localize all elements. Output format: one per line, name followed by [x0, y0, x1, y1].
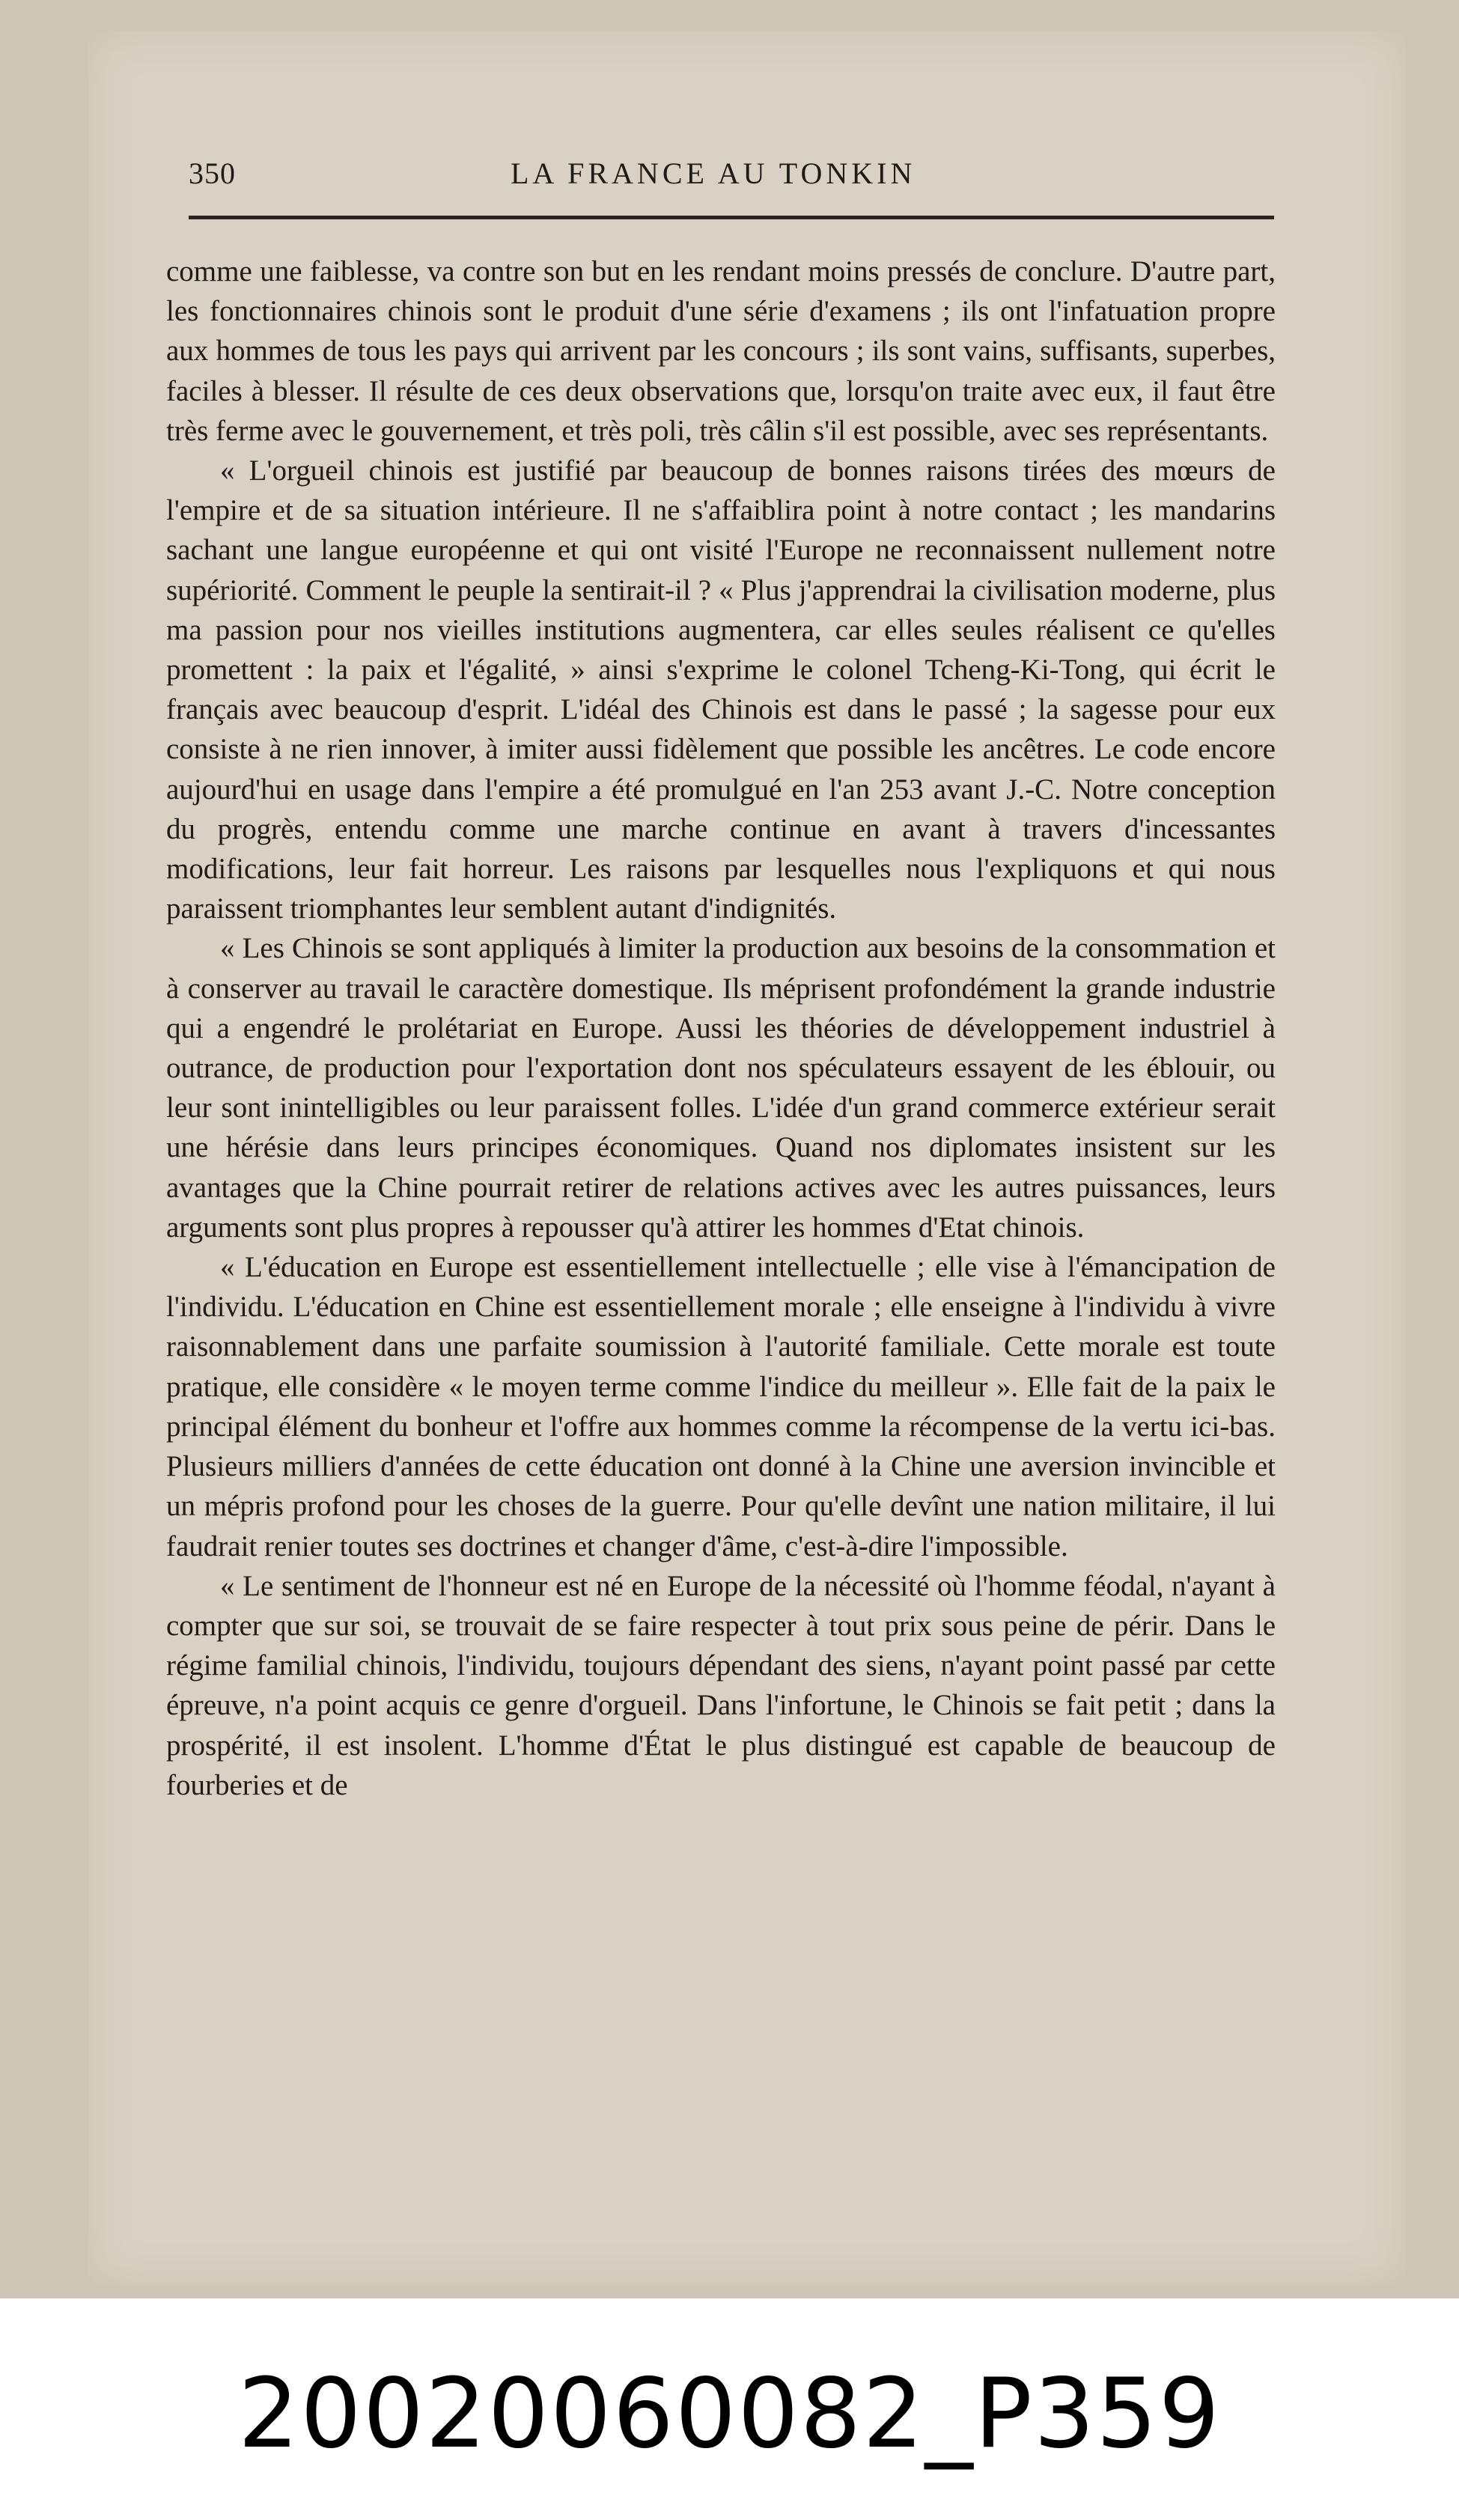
caption-bar: [0, 2298, 1459, 2520]
body-text: [166, 252, 1276, 2027]
paragraph-3: « Les Chinois se sont appliqués à limiter la production aux besoins de la consommation et à conserver au travail le caractère domestique. Ils méprisent profondément la grande industrie qui a engendré le prolétariat en Europe. Aussi les théories de développement industriel à outrance, de production pour l'exportation dont nos spéculateurs essayent de les éblouir, ou leur sont inintelligibles ou leur paraissent folles. L'idée d'un grand commerce extérieur serait une hérésie dans leurs principes économiques. Quand nos diplomates insistent sur les avantages que la Chine pourrait retirer de relations actives avec les autres puissances, leurs arguments sont plus propres à repousser qu'à attirer les hommes d'Etat chinois.: [166, 932, 1276, 1244]
running-title: LA FRANCE AU TONKIN: [511, 156, 916, 190]
page-header: [189, 156, 1274, 208]
paragraph-4: « L'éducation en Europe est essentiellement intellectuelle ; elle vise à l'émancipation de l'individu. L'éducation en Chine est essentiellement morale ; elle enseigne à l'individu à vivre raisonnablement dans une parfaite soumission à l'autorité familiale. Cette morale est toute pratique, elle considère « le moyen terme comme l'indice du meilleur ». Elle fait de la paix le principal élément du bonheur et l'offre aux hommes comme la récompense de la vertu ici-bas. Plusieurs milliers d'années de cette éducation ont donné à la Chine une aversion invincible et un mépris profond pour les choses de la guerre. Pour qu'elle devînt une nation militaire, il lui faudrait renier toutes ses doctrines et changer d'âme, c'est-à-dire l'impossible.: [166, 1251, 1276, 1562]
paragraph-2: « L'orgueil chinois est justifié par beaucoup de bonnes raisons tirées des mœurs de l'empire et de sa situation intérieure. Il ne s'affaiblira point à notre contact ; les mandarins sachant une langue européenne et qui ont visité l'Europe ne reconnaissent nullement notre supériorité. Comment le peuple la sentirait-il ? « Plus j'apprendrai la civilisation moderne, plus ma passion pour nos vieilles institutions augmentera, car elles seules réalisent ce qu'elles promettent : la paix et l'égalité, » ainsi s'exprime le colonel Tcheng-Ki-Tong, qui écrit le français avec beaucoup d'esprit. L'idéal des Chinois est dans le passé ; la sagesse pour eux consiste à ne rien innover, à imiter aussi fidèlement que possible les ancêtres. Le code encore aujourd'hui en usage dans l'empire a été promulgué en l'an 253 avant J.-C. Notre conception du progrès, entendu comme une marche continue en avant à travers d'incessantes modifications, leur fait horreur. Les raisons par lesquelles nous l'expliquons et qui nous paraissent triomphantes leur semblent autant d'indignités.: [166, 454, 1276, 925]
page-number: 350: [189, 156, 236, 190]
paragraph-1: comme une faiblesse, va contre son but en les rendant moins pressés de conclure. D'autre part, les fonctionnaires chinois sont le produit d'une série d'examens ; ils ont l'infatuation propre aux hommes de tous les pays qui arrivent par les concours ; ils sont vains, suffisants, superbes, faciles à blesser. Il résulte de ces deux observations que, lorsqu'on traite avec eux, il faut être très ferme avec le gouvernement, et très poli, très câlin s'il est possible, avec ses représentants.: [166, 255, 1276, 447]
header-rule: [189, 216, 1274, 219]
document-identifier: 20020060082_P359: [237, 2358, 1222, 2470]
paragraph-5: « Le sentiment de l'honneur est né en Europe de la nécessité où l'homme féodal, n'ayant à compter que sur soi, se trouvait de se faire respecter à tout prix sous peine de périr. Dans le régime familial chinois, l'individu, toujours dépendant des siens, n'ayant point passé par cette épreuve, n'a point acquis ce genre d'orgueil. Dans l'infortune, le Chinois se fait petit ; dans la prospérité, il est insolent. L'homme d'État le plus distingué est capable de beaucoup de fourberies et de: [166, 1569, 1276, 1801]
